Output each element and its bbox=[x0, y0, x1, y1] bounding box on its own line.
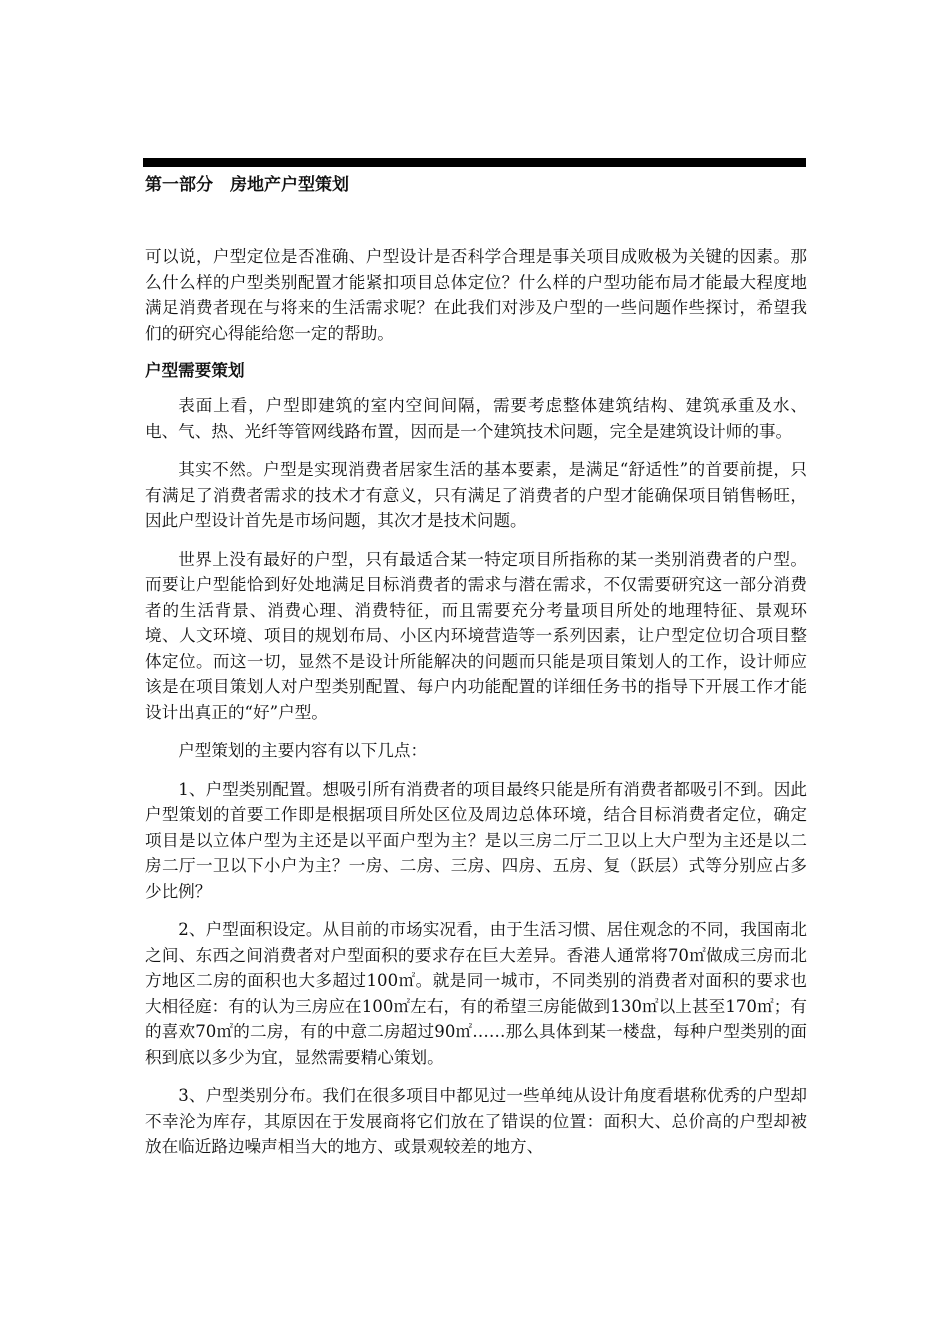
intro-paragraph: 可以说，户型定位是否准确、户型设计是否科学合理是事关项目成败极为关键的因素。那么什么样的户型类别配置才能紧扣项目总体定位？什么样的户型功能布局才能最大程度地满足消费者现在与将来的生活需求呢？在此我们对涉及户型的一些问题作些探讨，希望我们的研究心得能给您一定的帮助。 bbox=[145, 247, 807, 343]
paragraph: 表面上看，户型即建筑的室内空间间隔，需要考虑整体建筑结构、建筑承重及水、电、气、热、光纤等管网线路布置，因而是一个建筑技术问题，完全是建筑设计师的事。 bbox=[145, 396, 807, 441]
subheading: 户型需要策划 bbox=[145, 361, 245, 380]
top-rule bbox=[143, 158, 806, 167]
paragraph-item-2: 2、户型面积设定。从目前的市场实况看，由于生活习惯、居住观念的不同，我国南北之间、东西之间消费者对户型面积的要求存在巨大差异。香港人通常将70㎡做成三房而北方地区二房的面积也大多超过100㎡。就是同一城市，不同类别的消费者对面积的要求也大相径庭：有的认为三房应在100㎡左右，有的希望三房能做到130㎡以上甚至170㎡；有的喜欢70㎡的二房，有的中意二房超过90㎡……那么具体到某一楼盘，每种户型类别的面积到底以多少为宜，显然需要精心策划。 bbox=[145, 920, 807, 1067]
paragraph: 户型策划的主要内容有以下几点： bbox=[178, 741, 428, 760]
section-title: 第一部分 房地产户型策划 bbox=[145, 175, 349, 195]
paragraph: 世界上没有最好的户型，只有最适合某一特定项目所指称的某一类别消费者的户型。而要让户型能恰到好处地满足目标消费者的需求与潜在需求，不仅需要研究这一部分消费者的生活背景、消费心理、消费特征，而且需要充分考量项目所处的地理特征、景观环境、人文环境、项目的规划布局、小区内环境营造等一系列因素，让户型定位切合项目整体定位。而这一切，显然不是设计所能解决的问题而只能是项目策划人的工作，设计师应该是在项目策划人对户型类别配置、每户内功能配置的详细任务书的指导下开展工作才能设计出真正的“好”户型。 bbox=[145, 549, 807, 722]
paragraph-item-1: 1、户型类别配置。想吸引所有消费者的项目最终只能是所有消费者都吸引不到。因此户型策划的首要工作即是根据项目所处区位及周边总体环境，结合目标消费者定位，确定项目是以立体户型为主还是以平面户型为主？是以三房二厅二卫以上大户型为主还是以二房二厅一卫以下小户为主？一房、二房、三房、四房、五房、复（跃层）式等分别应占多少比例？ bbox=[145, 779, 807, 901]
document-body bbox=[145, 244, 807, 1173]
paragraph: 其实不然。户型是实现消费者居家生活的基本要素，是满足“舒适性”的首要前提，只有满足了消费者需求的技术才有意义，只有满足了消费者的户型才能确保项目销售畅旺，因此户型设计首先是市场问题，其次才是技术问题。 bbox=[145, 460, 807, 530]
paragraph-item-3: 3、户型类别分布。我们在很多项目中都见过一些单纯从设计角度看堪称优秀的户型却不幸沦为库存，其原因在于发展商将它们放在了错误的位置：面积大、总价高的户型却被放在临近路边噪声相当大的地方、或景观较差的地方、 bbox=[145, 1086, 807, 1156]
